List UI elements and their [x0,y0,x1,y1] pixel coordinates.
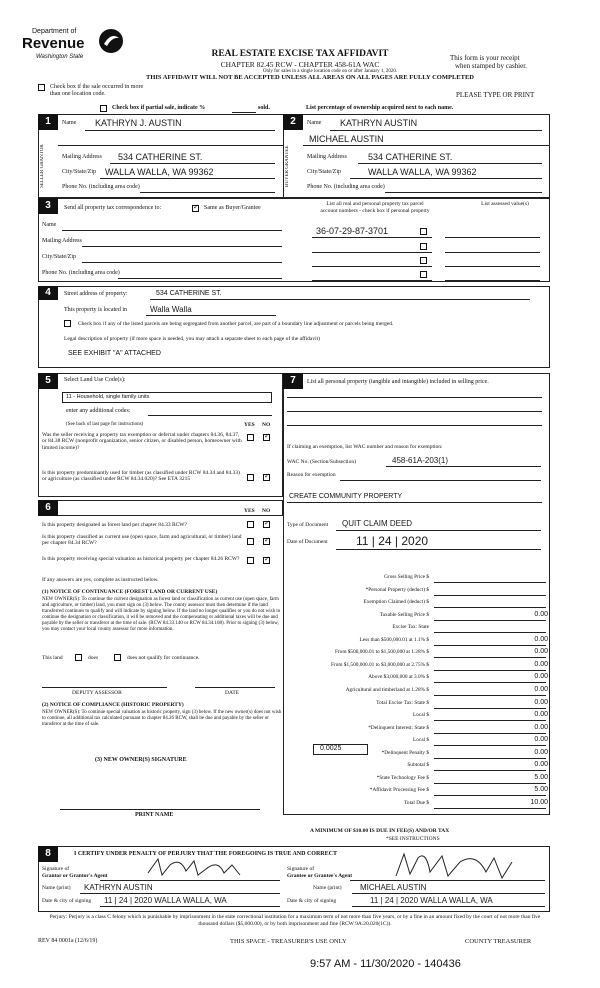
corr-city-label: City/State/Zip [42,254,76,260]
located-in[interactable]: Walla Walla [150,305,192,314]
buyer-city[interactable]: WALLA WALLA, WA 99362 [368,167,477,177]
grantor-sig-label-1: Signature of [42,866,70,872]
s6-question-3: Is this property receiving special valuation as historical property per chapter 84.26 RCW? [42,556,240,562]
tax-row-value[interactable]: 0.00 [534,648,548,656]
tax-row-value[interactable]: 10.00 [530,798,548,806]
form-subtitle: Only for sales in a single location code on or after January 1, 2020. [262,69,398,74]
same-as-buyer-checkbox[interactable] [192,205,199,212]
multi-location-checkbox[interactable] [38,84,45,91]
s5-yes-header: YES [244,422,255,428]
street-address[interactable]: 534 CATHERINE ST. [156,290,222,297]
grantee-sig-label-1: Signature of [287,866,315,872]
treasurer-use: THIS SPACE - TREASURER'S USE ONLY [230,938,347,945]
grantor-signature[interactable] [140,853,290,881]
wac-label: WAC No. (Section/Subsection) [287,459,356,465]
notice2-title: (2) NOTICE OF COMPLIANCE (HISTORIC PROPERTY) [42,702,184,708]
tax-row-value[interactable]: 0.00 [534,660,548,668]
section-8-number: 8 [38,846,58,862]
grantor-date-label: Date & city of signing [42,898,92,904]
segregated-label: Check box if any of the listed parcels are being segregated from another parcel, are part of a boundary line adjustment or parcels being merged. [78,321,394,327]
s5-q1-no[interactable] [263,434,270,441]
tax-row-label: *Personal Property (deduct) $ [365,586,429,593]
corr-name-label: Name [42,222,57,228]
section-1-number: 1 [38,114,58,130]
warning-text: THIS AFFIDAVIT WILL NOT BE ACCEPTED UNLESS ALL AREAS ON ALL PAGES ARE FULLY COMPLETED [146,74,474,81]
parcel-personal-checkbox-1[interactable] [420,228,427,235]
section-4-number: 4 [38,286,58,300]
grantor-print-name[interactable]: KATHRYN AUSTIN [84,883,153,892]
send-correspondence-label: Send all property tax correspondence to: [64,205,162,211]
land-does-checkbox[interactable] [75,654,82,661]
tax-row-label: Agricultural and timberland at 1.28% $ [345,686,429,693]
tax-row-value[interactable]: 0.00 [534,685,548,693]
section-2-number: 2 [283,114,303,130]
tax-row-value[interactable]: 0.00 [534,673,548,681]
form-chapter: CHAPTER 82.45 RCW - CHAPTER 458-61A WAC [220,60,380,69]
parcel-header-1: List all real and personal property tax parcel [326,201,424,207]
parcel-header-2: account numbers - check box if personal property [320,208,430,214]
tax-row-label: *Delinquent Penalty $ [381,749,429,756]
grantor-name-label: Name (print) [42,885,71,891]
s5-q1-yes[interactable] [247,434,254,441]
seller-city[interactable]: WALLA WALLA, WA 99362 [105,167,214,177]
seller-name-label: Name [62,120,77,126]
buyer-mailing-label: Mailing Address [307,154,347,160]
tax-row-label: Taxable Selling Price $ [379,611,429,618]
ownership-label: List percentage of ownership acquired next to each name. [306,105,454,111]
tax-row-label: Less than $500,000.01 at 1.1% $ [359,636,429,643]
print-name-label: PRINT NAME [135,812,174,818]
section-7-number: 7 [283,373,303,389]
legal-description[interactable]: SEE EXHIBIT "A" ATTACHED [68,350,161,357]
s6-yes-header: YES [244,508,255,514]
assessed-header: List assessed value(s) [481,201,529,207]
perjury-text: Perjury: Perjury is a class C felony which is punishable by imprisonment in the state correctional institution for a maximum term of not more than five years, or by a fine in an amount fixed by the court of not more than five thousand dollars ($5,000.00), or by both imprisonment and fine (RCW 9A.20.020(1C)). [49,914,541,927]
seller-mailing-label: Mailing Address [62,154,102,160]
new-owner-signature-label: (3) NEW OWNER(S) SIGNATURE [95,757,187,763]
grantee-date-city[interactable]: 11 | 24 | 2020 WALLA WALLA, WA [370,896,493,905]
this-land-label: This land [42,655,63,661]
tax-row-label: *Delinquent Interest: State $ [368,724,429,731]
grantor-date-city[interactable]: 11 | 24 | 2020 WALLA WALLA, WA [104,896,227,905]
grantee-print-name[interactable]: MICHAEL AUSTIN [360,883,427,892]
segregated-checkbox[interactable] [64,320,71,327]
s5-q2-no[interactable] [263,474,270,481]
notice1-body: NEW OWNER(S): To continue the current designation as forest land or classification as current use (open space, farm and agriculture, or timber) land, you must sign on (3) below. The county assessor must then determine if the land transferred continues to qualify and will indicate by signing below. If the land no longer qualifies or you do not wish to continue the designation or classification, it will be removed and the compensating or additional taxes will be due and payable by the seller or transferor at the time of sale. (RCW 84.33.140 or RCW 84.34.108). Prior to signing (3) below, you may contact your local county assessor for more information. [42,597,281,632]
buyer-city-label: City/State/Zip [307,169,341,175]
s6-q2-no[interactable] [263,538,270,545]
tax-row-label: From $500,000.01 to $1,500,000 at 1.28% $ [334,649,429,656]
reason-label: Reason for exemption [287,472,336,478]
tax-row-value[interactable]: 5.00 [534,773,548,781]
tax-row-value[interactable]: 0.00 [534,736,548,744]
dept-line3: Washington State [36,54,84,60]
s5-question-1: Was the seller receiving a property tax exemption or deferral under chapters 84.36, 84.37, or 84.38 RCW (nonprofit organization, senior citizen, or disabled person, homeowner with limited income)? [42,432,242,451]
tax-row-label: Excise Tax: State [392,624,429,631]
receipt-note-1: This form is your receipt [450,54,520,62]
seller-grantor-label: SELLER GRANTOR [40,144,45,188]
parcel-personal-checkbox-3[interactable] [420,257,427,264]
print-note: PLEASE TYPE OR PRINT [456,91,535,99]
corr-phone-label: Phone No. (including area code) [42,270,120,276]
grantor-sig-label-2: Grantor or Grantor's Agent [42,873,108,879]
parcel-number[interactable]: 36-07-29-87-3701 [316,226,389,236]
personal-property-label: List all personal property (tangible and intangible) included in selling price. [307,379,489,385]
tax-row-value[interactable]: 0.00 [534,748,548,756]
tax-row-label: Local $ [412,737,429,744]
legal-label: Legal description of property (if more space is needed, you may attach a separate sheet to each page of the affidavit) [64,336,320,342]
doc-date[interactable]: 11 | 24 | 2020 [356,534,429,548]
section-6-number: 6 [38,500,58,516]
tax-row-label: Exemption Claimed (deduct) $ [363,599,429,606]
notice1-title: (1) NOTICE OF CONTINUANCE (FOREST LAND OR CURRENT USE) [42,589,218,595]
land-use-value: 11 - Household, single family units [66,394,150,400]
receipt-note-2: when stamped by cashier. [455,62,527,70]
parcel-personal-checkbox-2[interactable] [420,243,427,250]
minimum-due: A MINIMUM OF $10.00 IS DUE IN FEE(S) AND/OR TAX [310,828,450,834]
street-label: Street address of property: [64,291,128,297]
land-does-not-label: does not qualify for continuance. [127,655,200,661]
see-back-label: (See back of last page for instructions) [66,422,144,427]
partial-sale-checkbox[interactable] [100,105,107,112]
dept-line2: Revenue [22,35,85,52]
tax-row-label: Total Excise Tax: State $ [376,699,429,706]
s5-question-2: Is this property predominantly used for timber (as classified under RCW 84.34 and 84.33) or agriculture (as classified under RCW 84.34.020)? See ETA 3215 [42,470,241,483]
s6-q1-no[interactable] [263,521,270,528]
tax-row-value[interactable]: 0.00 [534,635,548,643]
grantee-signature[interactable] [390,848,540,882]
tax-row-label: Total Due $ [404,799,429,806]
if-yes-text: If any answers are yes, complete as instructed below. [42,577,159,583]
multi-location-label: Check box if the sale occurred in more than one location code. [50,84,144,97]
doc-date-label: Date of Document [287,539,328,545]
doc-type[interactable]: QUIT CLAIM DEED [342,519,413,528]
exemption-label: If claiming an exemption, list WAC number and reason for exemption: [287,444,443,450]
tax-row-value[interactable]: 0.00 [534,761,548,769]
section-3-number: 3 [38,198,58,214]
exemption-reason[interactable]: CREATE COMMUNITY PROPERTY [289,493,403,500]
s5-q2-yes[interactable] [247,474,254,481]
local-rate: 0.0025 [320,745,342,752]
land-does-label: does [88,655,99,661]
certify-text: I CERTIFY UNDER PENALTY OF PERJURY THAT THE FOREGOING IS TRUE AND CORRECT [74,851,337,857]
buyer-name[interactable]: KATHRYN AUSTIN [340,118,418,128]
form-title: REAL ESTATE EXCISE TAX AFFIDAVIT [211,49,389,59]
tax-row-value[interactable]: 0.00 [534,723,548,731]
revenue-logo [22,28,132,70]
buyer-grantee-label: BUYER GRANTEE [285,145,290,187]
tax-row-label: *State Technology Fee $ [376,774,429,781]
s5-no-header: NO [262,422,271,428]
grantee-name-label: Name (print) [313,885,342,891]
tax-row-value[interactable]: 0.00 [534,698,548,706]
corr-mailing-label: Mailing Address [42,238,82,244]
form-revision: REV 84 0001a (12/6/19) [38,938,98,944]
parcel-personal-checkbox-4[interactable] [420,271,427,278]
seller-mailing[interactable]: 534 CATHERINE ST. [118,152,203,162]
tax-row-label: *Affidavit Processing Fee $ [369,787,429,794]
grantee-sig-label-2: Grantee or Grantee's Agent [287,873,353,879]
s6-q3-no[interactable] [263,557,270,564]
s6-q1-yes[interactable] [247,521,254,528]
s6-question-1: Is this property designated as forest land per chapter 84.33 RCW? [42,522,187,528]
tax-row-label: Gross Selling Price $ [384,574,429,580]
buyer-mailing[interactable]: 534 CATHERINE ST. [368,152,453,162]
tax-row-value[interactable]: 0.00 [534,610,548,618]
revenue-swoosh-icon [98,28,124,54]
wac-number[interactable]: 458-61A-203(1) [392,456,449,465]
partial-sale-label: Check box if partial sale, indicate % [112,105,206,111]
tax-row-label: Local $ [412,712,429,719]
doc-type-label: Type of Document [287,522,329,528]
section-5-number: 5 [38,373,58,389]
seller-city-label: City/State/Zip [62,169,96,175]
grantee-date-label: Date & city of signing [287,898,337,904]
recording-stamp: 9:57 AM - 11/30/2020 - 140436 [310,958,461,970]
seller-phone-label: Phone No. (including area code) [62,184,140,190]
land-does-not-checkbox[interactable] [114,654,121,661]
s6-q2-yes[interactable] [247,538,254,545]
notice2-body: NEW OWNER(S): To continue special valuation as historic property, sign (3) below. If the new owner(s) does not wish to continue, all additional tax calculated pursuant to chapter 84.26 RCW, shall be due and payable by the seller or transferor at the time of sale. [42,710,282,727]
tax-row-label: Subtotal $ [407,762,429,769]
buyer-name-2[interactable]: MICHAEL AUSTIN [309,134,384,144]
tax-row-value[interactable]: 0.00 [534,711,548,719]
buyer-phone-label: Phone No. (including area code) [307,184,385,190]
additional-codes-label: enter any additional codes: [66,408,131,414]
see-instructions: *SEE INSTRUCTIONS [386,836,440,842]
s6-q3-yes[interactable] [247,557,254,564]
same-as-buyer-label: Same as Buyer/Grantee [204,205,261,211]
deputy-date-label: DATE [225,690,240,696]
tax-row-value[interactable]: 5.00 [534,786,548,794]
deputy-assessor-label: DEPUTY ASSESSOR [72,690,122,696]
located-label: This property is located in [64,307,127,313]
buyer-name-label: Name [307,120,322,126]
seller-name[interactable]: KATHRYN J. AUSTIN [95,118,182,128]
tax-row-label: From $1,500,000.01 to $3,000,000 at 2.75% $ [331,661,429,668]
county-treasurer: COUNTY TREASURER [465,938,532,945]
s6-no-header: NO [262,508,271,514]
sold-label: sold. [258,105,270,111]
land-use-label: Select Land Use Code(s): [64,377,126,383]
dept-line1: Department of [32,28,77,35]
tax-row-label: Above $3,000,000 at 3.0% $ [368,674,429,681]
s6-question-2: Is this property classified as current use (open space, farm and agricultural, or timber) land per chapter 84.34 RCW? [42,534,242,547]
